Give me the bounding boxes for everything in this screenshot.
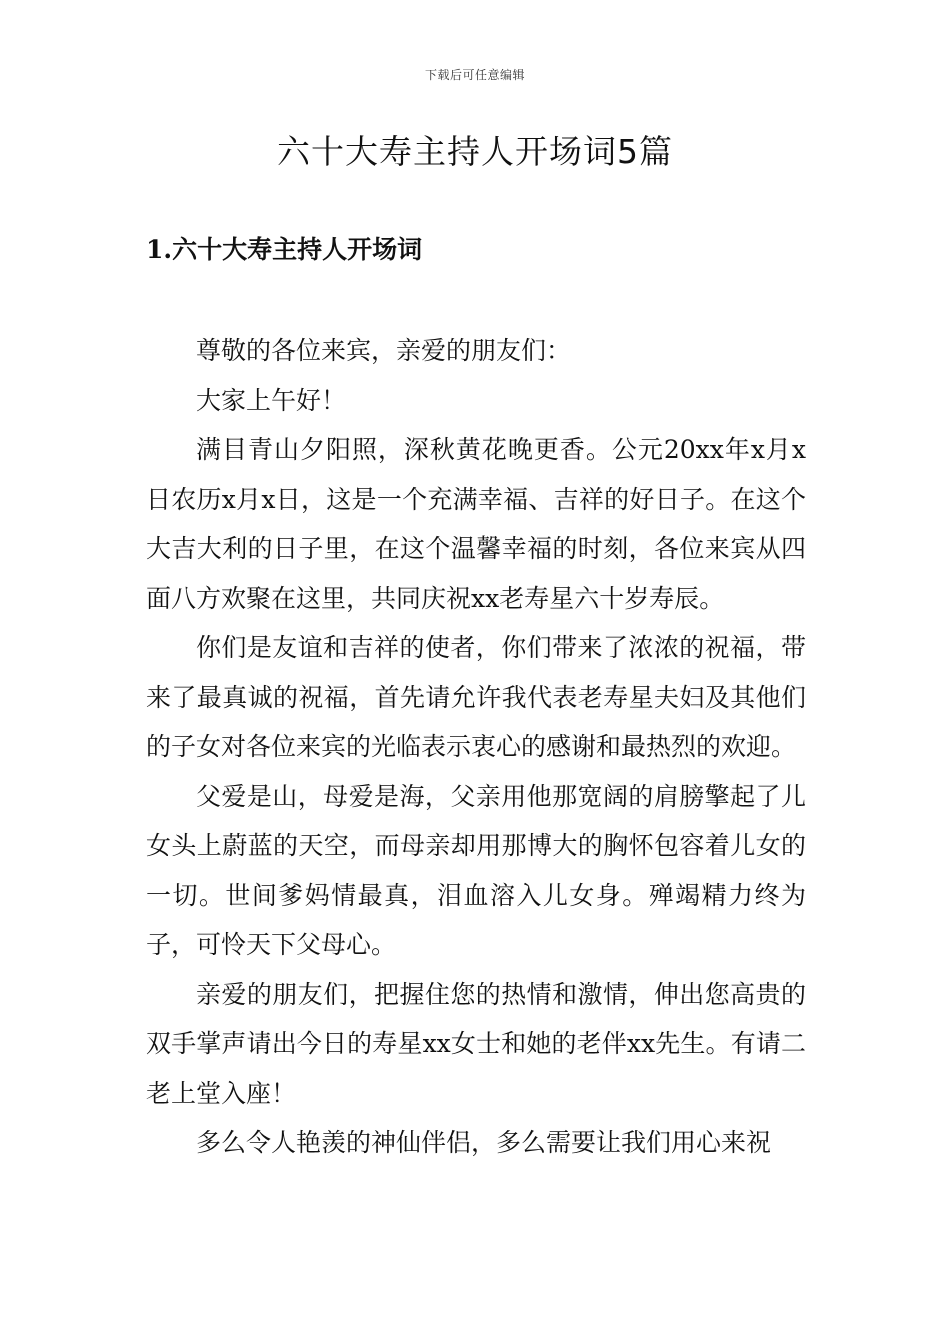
paragraph-occasion: 满目青山夕阳照，深秋黄花晚更香。公元20xx年x月x日农历x月x日，这是一个充满幸福、吉祥的好日子。在这个大吉大利的日子里，在这个温馨幸福的时刻，各位来宾从四面八方欢聚在这里，共同庆祝xx老寿星六十岁寿辰。 [146, 435, 806, 613]
document-title: 六十大寿主持人开场词5篇 [277, 132, 673, 171]
paragraph-greeting: 尊敬的各位来宾，亲爱的朋友们： [196, 336, 572, 365]
paragraph-invitation: 亲爱的朋友们，把握住您的热情和激情，伸出您高贵的双手掌声请出今日的寿星xx女士和她的老伴xx先生。有请二老上堂入座！ [146, 979, 806, 1108]
section-heading: 1.六十大寿主持人开场词 [146, 235, 423, 264]
body-text [146, 326, 806, 1168]
paragraph-welcome: 你们是友谊和吉祥的使者，你们带来了浓浓的祝福，带来了最真诚的祝福，首先请允许我代表老寿星夫妇及其他们的子女对各位来宾的光临表示衷心的感谢和最热烈的欢迎。 [146, 633, 806, 761]
paragraph-good-morning: 大家上午好！ [196, 385, 347, 415]
paragraph-parents-love: 父爱是山，母爱是海，父亲用他那宽阔的肩膀擎起了儿女头上蔚蓝的天空，而母亲却用那博大的胸怀包容着儿女的一切。世间爹妈情最真，泪血溶入儿女身。殚竭精力终为子，可怜天下父母心。 [146, 781, 806, 959]
paragraph-couple: 多么令人艳羡的神仙伴侣，多么需要让我们用心来祝 [196, 1128, 772, 1157]
header-note: 下载后可任意编辑 [424, 68, 525, 82]
